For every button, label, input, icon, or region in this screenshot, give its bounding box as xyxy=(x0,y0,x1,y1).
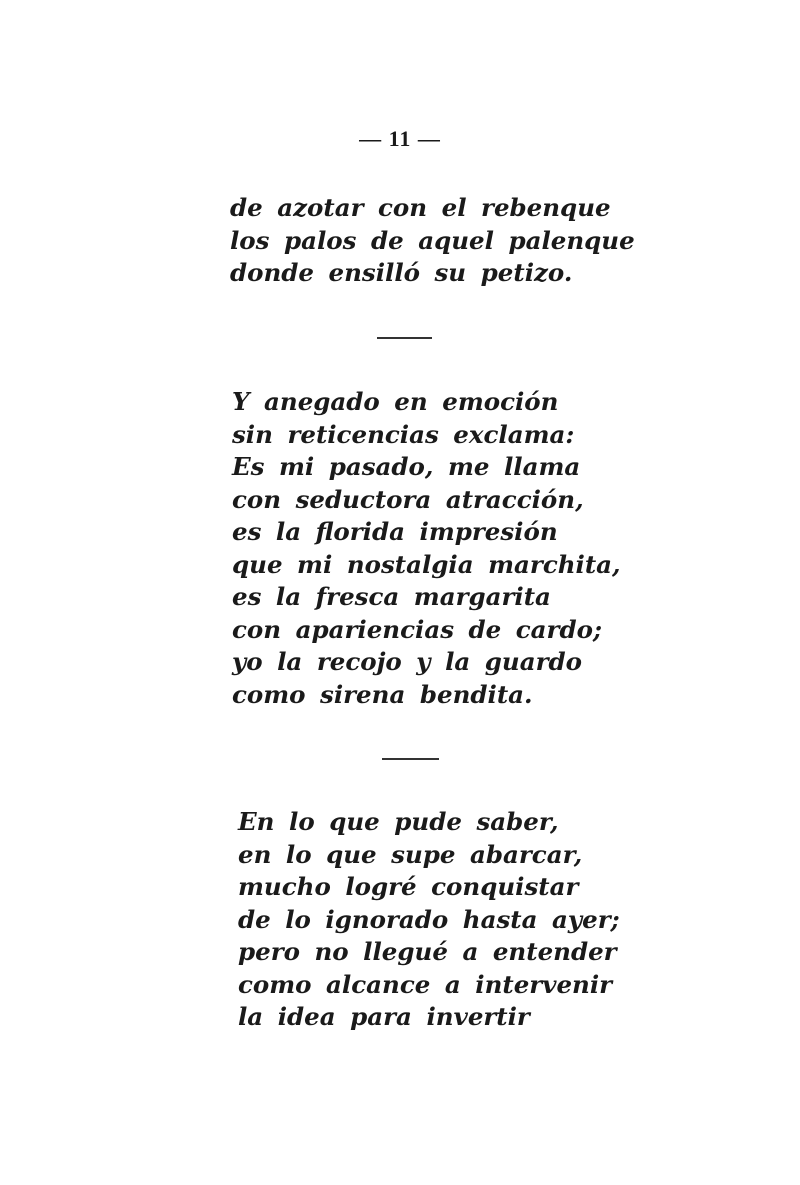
verse-line: con apariencias de cardo; xyxy=(232,614,602,644)
verse-line: como sirena bendita. xyxy=(232,679,533,709)
verse-line: es la fresca margarita xyxy=(232,582,551,611)
verse-line: es la florida impresión xyxy=(232,517,558,546)
page-number: — 11 — xyxy=(359,126,441,151)
verse-line: yo la recojo y la guardo xyxy=(232,647,582,676)
verse-line: En lo que pude saber, xyxy=(238,807,559,836)
stanza-3 xyxy=(238,806,620,1034)
verse-line: como alcance a intervenir xyxy=(238,969,613,999)
verse-line: la idea para invertir xyxy=(238,1002,530,1031)
verse-line: los palos de aquel palenque xyxy=(230,225,635,255)
verse-line: Y anegado en emoción xyxy=(232,387,559,416)
stanza-divider xyxy=(382,758,439,760)
verse-line: pero no llegué a entender xyxy=(238,937,617,966)
verse-line: Es mi pasado, me llama xyxy=(232,452,581,481)
verse-line: mucho logré conquistar xyxy=(238,872,579,901)
stanza-2 xyxy=(232,386,621,711)
verse-line: sin reticencias exclama: xyxy=(232,419,575,449)
verse-line: donde ensilló su petizo. xyxy=(230,258,573,287)
verse-line: de azotar con el rebenque xyxy=(230,193,611,222)
verse-line: de lo ignorado hasta ayer; xyxy=(238,904,620,934)
stanza-divider xyxy=(377,337,432,339)
stanza-1 xyxy=(230,192,635,290)
verse-line: con seductora atracción, xyxy=(232,484,584,514)
verse-line: en lo que supe abarcar, xyxy=(238,839,583,869)
verse-line: que mi nostalgia marchita, xyxy=(232,549,621,579)
